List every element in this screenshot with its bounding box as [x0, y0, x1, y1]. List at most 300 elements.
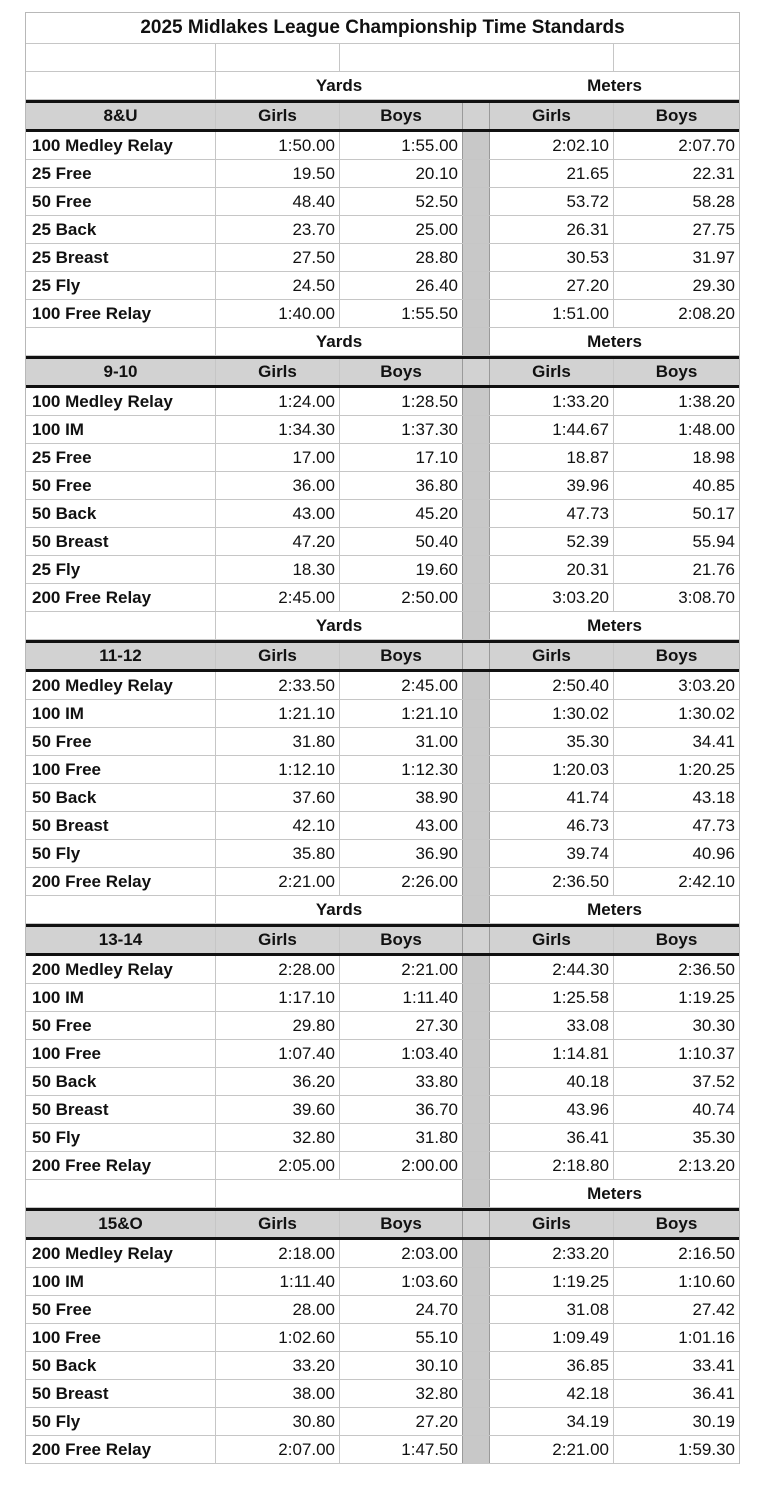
- event-name: 25 Breast: [26, 244, 216, 271]
- yards-boys-time: 38.90: [415, 787, 458, 807]
- meters-girls-time: 36.41: [490, 1124, 614, 1151]
- table-row: [26, 784, 739, 812]
- column-divider: [462, 672, 490, 699]
- yards-boys-time: 52.50: [415, 191, 458, 211]
- column-divider: [462, 1012, 490, 1039]
- yards-girls-time: 1:34.30: [216, 416, 340, 443]
- meters-girls-time: 52.39: [490, 528, 614, 555]
- yards-girls-time: 2:07.00: [216, 1436, 340, 1463]
- meters-boys-time: 27.42: [692, 1299, 735, 1319]
- column-divider: [462, 1240, 490, 1267]
- event-name: 50 Free: [26, 188, 216, 215]
- meters-boys-time: 34.41: [692, 731, 735, 751]
- meters-boys-time: 1:38.20: [678, 391, 735, 411]
- yards-boys-time: 1:11.40: [402, 987, 458, 1007]
- table-row: [26, 500, 739, 528]
- event-name: 100 IM: [26, 700, 216, 727]
- yards-boys-time: 31.80: [415, 1127, 458, 1147]
- meters-heading: Meters: [587, 899, 642, 919]
- event-name: 50 Breast: [26, 812, 216, 839]
- column-divider: [462, 1068, 490, 1095]
- age-group-label: 9-10: [26, 359, 216, 385]
- column-divider: [462, 103, 490, 129]
- empty-cell: [26, 72, 216, 99]
- yards-boys-heading: Boys: [380, 362, 422, 381]
- column-divider: [462, 244, 490, 271]
- meters-boys-time: 37.52: [692, 1071, 735, 1091]
- event-name: 50 Breast: [26, 528, 216, 555]
- table-row: [26, 1380, 739, 1408]
- meters-girls-time: 21.65: [490, 160, 614, 187]
- age-group-label: 11-12: [26, 643, 216, 669]
- event-name: 100 Free Relay: [26, 300, 216, 327]
- column-divider: [462, 812, 490, 839]
- yards-boys-time: 25.00: [415, 219, 458, 239]
- table-row: [26, 188, 739, 216]
- yards-girls-time: 29.80: [216, 1012, 340, 1039]
- meters-heading: Meters: [587, 331, 642, 351]
- meters-boys-time: 36.41: [692, 1383, 735, 1403]
- yards-girls-time: 1:50.00: [216, 132, 340, 159]
- event-name: 25 Fly: [26, 272, 216, 299]
- yards-girls-time: 28.00: [216, 1296, 340, 1323]
- table-row: [26, 528, 739, 556]
- column-divider: [462, 388, 490, 415]
- yards-heading: [216, 1180, 462, 1207]
- meters-girls-time: 43.96: [490, 1096, 614, 1123]
- meters-girls-time: 1:19.25: [490, 1268, 614, 1295]
- meters-girls-time: 47.73: [490, 500, 614, 527]
- meters-girls-time: 1:20.03: [490, 756, 614, 783]
- meters-boys-heading: Boys: [655, 646, 698, 665]
- table-row: [26, 1012, 739, 1040]
- yards-girls-time: 2:21.00: [216, 868, 340, 895]
- table-row: [26, 300, 739, 328]
- yards-heading: Yards: [315, 615, 363, 635]
- column-divider: [462, 444, 490, 471]
- yards-girls-heading: Girls: [216, 643, 340, 669]
- meters-girls-time: 2:36.50: [490, 868, 614, 895]
- event-name: 200 Medley Relay: [26, 1240, 216, 1267]
- meters-boys-heading: Boys: [655, 1214, 698, 1233]
- column-divider: [462, 1096, 490, 1123]
- table-row: [26, 1324, 739, 1352]
- yards-heading: Yards: [315, 331, 363, 351]
- meters-girls-time: 20.31: [490, 556, 614, 583]
- column-divider: [462, 1408, 490, 1435]
- meters-boys-time: 22.31: [692, 163, 735, 183]
- meters-girls-time: 1:09.49: [490, 1324, 614, 1351]
- yards-boys-time: 36.70: [415, 1099, 458, 1119]
- yards-girls-time: 24.50: [216, 272, 340, 299]
- column-divider: [462, 188, 490, 215]
- table-row: [26, 444, 739, 472]
- column-divider: [462, 984, 490, 1011]
- yards-boys-time: 1:55.50: [401, 303, 458, 323]
- yards-boys-time: 2:45.00: [401, 675, 458, 695]
- yards-heading: Yards: [315, 899, 363, 919]
- column-divider: [462, 416, 490, 443]
- meters-girls-time: 1:33.20: [490, 388, 614, 415]
- yards-boys-time: 2:50.00: [401, 587, 458, 607]
- event-name: 50 Back: [26, 784, 216, 811]
- meters-boys-time: 3:08.70: [678, 587, 735, 607]
- yards-girls-time: 17.00: [216, 444, 340, 471]
- yards-boys-time: 19.60: [415, 559, 458, 579]
- table-row: [26, 584, 739, 612]
- meters-girls-time: 3:03.20: [490, 584, 614, 611]
- meters-boys-time: 2:08.20: [678, 303, 735, 323]
- meters-girls-time: 1:44.67: [490, 416, 614, 443]
- yards-boys-time: 50.40: [415, 531, 458, 551]
- yards-boys-heading: Boys: [380, 930, 422, 949]
- age-group-label: 8&U: [26, 103, 216, 129]
- group-header-row: [26, 640, 739, 672]
- group-header-row: [26, 924, 739, 956]
- column-divider: [462, 272, 490, 299]
- event-name: 25 Free: [26, 160, 216, 187]
- event-name: 200 Free Relay: [26, 584, 216, 611]
- yards-boys-time: 36.90: [415, 843, 458, 863]
- column-divider: [462, 1436, 490, 1463]
- meters-girls-time: 39.96: [490, 472, 614, 499]
- column-divider: [462, 840, 490, 867]
- column-divider: [462, 1324, 490, 1351]
- event-name: 50 Free: [26, 1012, 216, 1039]
- event-name: 25 Back: [26, 216, 216, 243]
- meters-girls-time: 53.72: [490, 188, 614, 215]
- column-divider: [462, 756, 490, 783]
- yards-boys-time: 2:21.00: [401, 959, 458, 979]
- event-name: 50 Back: [26, 500, 216, 527]
- event-name: 50 Fly: [26, 1124, 216, 1151]
- group-header-row: [26, 356, 739, 388]
- table-row: [26, 1408, 739, 1436]
- meters-boys-time: 30.19: [692, 1411, 735, 1431]
- event-name: 25 Free: [26, 444, 216, 471]
- yards-girls-time: 43.00: [216, 500, 340, 527]
- empty-cell: [26, 612, 216, 639]
- yards-girls-time: 47.20: [216, 528, 340, 555]
- event-name: 100 Free: [26, 1040, 216, 1067]
- table-row: [26, 1268, 739, 1296]
- meters-girls-time: 41.74: [490, 784, 614, 811]
- meters-girls-heading: Girls: [490, 359, 614, 385]
- table-row: [26, 388, 739, 416]
- column-divider: [462, 1180, 490, 1207]
- group-header-row: [26, 100, 739, 132]
- yards-girls-time: 2:18.00: [216, 1240, 340, 1267]
- meters-girls-time: 2:21.00: [490, 1436, 614, 1463]
- yards-boys-time: 32.80: [415, 1383, 458, 1403]
- empty-cell: [26, 328, 216, 355]
- yards-boys-time: 1:28.50: [401, 391, 458, 411]
- meters-girls-time: 1:51.00: [490, 300, 614, 327]
- empty-cell: [26, 896, 216, 923]
- meters-girls-time: 1:14.81: [490, 1040, 614, 1067]
- table-row: [26, 1296, 739, 1324]
- yards-girls-time: 32.80: [216, 1124, 340, 1151]
- table-row: [26, 1436, 739, 1464]
- meters-boys-time: 2:07.70: [678, 135, 735, 155]
- table-row: [26, 1352, 739, 1380]
- column-divider: [462, 160, 490, 187]
- column-divider: [462, 1040, 490, 1067]
- meters-girls-time: 42.18: [490, 1380, 614, 1407]
- meters-girls-time: 2:50.40: [490, 672, 614, 699]
- yards-boys-time: 55.10: [415, 1327, 458, 1347]
- table-row: [26, 272, 739, 300]
- yards-boys-time: 17.10: [415, 447, 458, 467]
- table-row: [26, 216, 739, 244]
- yards-girls-time: 1:40.00: [216, 300, 340, 327]
- yards-girls-time: 33.20: [216, 1352, 340, 1379]
- event-name: 50 Breast: [26, 1096, 216, 1123]
- time-standards-table: [25, 12, 740, 1464]
- yards-girls-heading: Girls: [216, 103, 340, 129]
- table-row: [26, 840, 739, 868]
- table-row: [26, 1096, 739, 1124]
- event-name: 200 Medley Relay: [26, 956, 216, 983]
- column-divider: [462, 728, 490, 755]
- table-row: [26, 756, 739, 784]
- meters-boys-time: 1:20.25: [678, 759, 735, 779]
- table-title: 2025 Midlakes League Championship Time Standards: [26, 13, 739, 44]
- table-row: [26, 244, 739, 272]
- meters-boys-time: 2:42.10: [678, 871, 735, 891]
- yards-girls-time: 19.50: [216, 160, 340, 187]
- yards-girls-time: 30.80: [216, 1408, 340, 1435]
- meters-heading: Meters: [587, 615, 642, 635]
- column-divider: [462, 896, 490, 923]
- meters-heading: Meters: [587, 75, 642, 95]
- yards-boys-time: 1:03.40: [401, 1043, 458, 1063]
- column-divider: [462, 216, 490, 243]
- event-name: 100 IM: [26, 1268, 216, 1295]
- spacer-row: [26, 44, 739, 72]
- table-row: [26, 1124, 739, 1152]
- unit-row: [26, 72, 739, 100]
- yards-girls-time: 1:17.10: [216, 984, 340, 1011]
- column-divider: [462, 1380, 490, 1407]
- table-row: [26, 1068, 739, 1096]
- yards-girls-time: 36.20: [216, 1068, 340, 1095]
- yards-girls-time: 1:12.10: [216, 756, 340, 783]
- table-row: [26, 1240, 739, 1268]
- event-name: 50 Fly: [26, 1408, 216, 1435]
- yards-boys-time: 30.10: [415, 1355, 458, 1375]
- event-name: 100 Medley Relay: [26, 132, 216, 159]
- yards-girls-time: 27.50: [216, 244, 340, 271]
- meters-girls-heading: Girls: [490, 103, 614, 129]
- meters-boys-time: 30.30: [692, 1015, 735, 1035]
- meters-boys-time: 1:30.02: [678, 703, 735, 723]
- column-divider: [462, 784, 490, 811]
- yards-girls-time: 2:05.00: [216, 1152, 340, 1179]
- yards-girls-time: 1:07.40: [216, 1040, 340, 1067]
- column-divider: [462, 1352, 490, 1379]
- column-divider: [462, 1296, 490, 1323]
- column-divider: [462, 868, 490, 895]
- yards-boys-time: 1:47.50: [401, 1439, 458, 1459]
- meters-boys-time: 21.76: [692, 559, 735, 579]
- table-row: [26, 984, 739, 1012]
- unit-row: [26, 328, 739, 356]
- yards-boys-time: 2:03.00: [401, 1243, 458, 1263]
- yards-boys-time: 1:37.30: [401, 419, 458, 439]
- meters-boys-time: 55.94: [692, 531, 735, 551]
- meters-girls-heading: Girls: [490, 643, 614, 669]
- meters-boys-time: 1:10.37: [678, 1043, 735, 1063]
- yards-girls-time: 1:11.40: [216, 1268, 340, 1295]
- event-name: 100 IM: [26, 416, 216, 443]
- yards-heading: Yards: [315, 75, 363, 95]
- yards-boys-time: 2:26.00: [401, 871, 458, 891]
- meters-boys-time: 40.96: [692, 843, 735, 863]
- meters-girls-time: 2:02.10: [490, 132, 614, 159]
- meters-girls-time: 36.85: [490, 1352, 614, 1379]
- meters-girls-time: 34.19: [490, 1408, 614, 1435]
- age-group-label: 13-14: [26, 927, 216, 953]
- table-row: [26, 160, 739, 188]
- column-divider: [462, 528, 490, 555]
- event-name: 100 Free: [26, 756, 216, 783]
- meters-girls-time: 2:18.80: [490, 1152, 614, 1179]
- meters-girls-time: 2:33.20: [490, 1240, 614, 1267]
- yards-boys-time: 26.40: [415, 275, 458, 295]
- column-divider: [462, 1211, 490, 1237]
- meters-heading: Meters: [587, 1183, 642, 1203]
- event-name: 50 Free: [26, 728, 216, 755]
- column-divider: [462, 584, 490, 611]
- yards-girls-time: 2:28.00: [216, 956, 340, 983]
- yards-girls-heading: Girls: [216, 1211, 340, 1237]
- yards-girls-time: 1:21.10: [216, 700, 340, 727]
- column-divider: [462, 72, 490, 99]
- meters-girls-time: 26.31: [490, 216, 614, 243]
- meters-girls-time: 33.08: [490, 1012, 614, 1039]
- yards-girls-heading: Girls: [216, 359, 340, 385]
- column-divider: [462, 643, 490, 669]
- meters-boys-time: 1:19.25: [678, 987, 735, 1007]
- meters-boys-time: 3:03.20: [678, 675, 735, 695]
- yards-boys-time: 20.10: [415, 163, 458, 183]
- column-divider: [462, 1152, 490, 1179]
- meters-girls-time: 39.74: [490, 840, 614, 867]
- yards-boys-time: 27.20: [415, 1411, 458, 1431]
- age-groups: [26, 72, 739, 1464]
- meters-boys-heading: Boys: [655, 362, 698, 381]
- yards-boys-time: 45.20: [415, 503, 458, 523]
- yards-boys-time: 36.80: [415, 475, 458, 495]
- table-row: [26, 956, 739, 984]
- meters-girls-time: 18.87: [490, 444, 614, 471]
- meters-boys-time: 58.28: [692, 191, 735, 211]
- meters-girls-time: 1:30.02: [490, 700, 614, 727]
- table-row: [26, 1040, 739, 1068]
- meters-boys-time: 50.17: [692, 503, 735, 523]
- yards-girls-heading: Girls: [216, 927, 340, 953]
- meters-girls-time: 30.53: [490, 244, 614, 271]
- yards-boys-time: 31.00: [415, 731, 458, 751]
- yards-girls-time: 31.80: [216, 728, 340, 755]
- meters-boys-time: 43.18: [692, 787, 735, 807]
- event-name: 200 Medley Relay: [26, 672, 216, 699]
- yards-girls-time: 23.70: [216, 216, 340, 243]
- meters-boys-heading: Boys: [655, 930, 698, 949]
- column-divider: [462, 500, 490, 527]
- meters-girls-time: 2:44.30: [490, 956, 614, 983]
- yards-boys-time: 1:03.60: [401, 1271, 458, 1291]
- yards-girls-time: 35.80: [216, 840, 340, 867]
- table-row: [26, 416, 739, 444]
- event-name: 100 IM: [26, 984, 216, 1011]
- yards-boys-time: 1:12.30: [401, 759, 458, 779]
- column-divider: [462, 612, 490, 639]
- column-divider: [462, 927, 490, 953]
- yards-boys-time: 43.00: [415, 815, 458, 835]
- yards-boys-time: 28.80: [415, 247, 458, 267]
- unit-row: [26, 612, 739, 640]
- column-divider: [462, 132, 490, 159]
- yards-girls-time: 18.30: [216, 556, 340, 583]
- meters-boys-time: 29.30: [692, 275, 735, 295]
- yards-girls-time: 37.60: [216, 784, 340, 811]
- table-row: [26, 728, 739, 756]
- table-row: [26, 556, 739, 584]
- table-row: [26, 812, 739, 840]
- meters-boys-time: 2:13.20: [678, 1155, 735, 1175]
- yards-boys-time: 1:21.10: [401, 703, 458, 723]
- meters-boys-time: 2:16.50: [678, 1243, 735, 1263]
- meters-boys-time: 35.30: [692, 1127, 735, 1147]
- unit-row: [26, 896, 739, 924]
- yards-girls-time: 39.60: [216, 1096, 340, 1123]
- yards-girls-time: 38.00: [216, 1380, 340, 1407]
- event-name: 50 Free: [26, 1296, 216, 1323]
- meters-boys-time: 1:01.16: [678, 1327, 735, 1347]
- meters-boys-time: 1:10.60: [678, 1271, 735, 1291]
- meters-boys-time: 18.98: [692, 447, 735, 467]
- yards-girls-time: 1:02.60: [216, 1324, 340, 1351]
- yards-boys-time: 1:55.00: [401, 135, 458, 155]
- group-header-row: [26, 1208, 739, 1240]
- yards-girls-time: 48.40: [216, 188, 340, 215]
- table-row: [26, 672, 739, 700]
- meters-boys-time: 2:36.50: [678, 959, 735, 979]
- event-name: 50 Fly: [26, 840, 216, 867]
- unit-row: [26, 1180, 739, 1208]
- yards-girls-time: 36.00: [216, 472, 340, 499]
- column-divider: [462, 328, 490, 355]
- column-divider: [462, 359, 490, 385]
- column-divider: [462, 1124, 490, 1151]
- meters-girls-time: 31.08: [490, 1296, 614, 1323]
- meters-girls-time: 1:25.58: [490, 984, 614, 1011]
- event-name: 50 Back: [26, 1068, 216, 1095]
- yards-boys-time: 24.70: [415, 1299, 458, 1319]
- meters-boys-time: 31.97: [692, 247, 735, 267]
- meters-boys-time: 33.41: [692, 1355, 735, 1375]
- yards-boys-heading: Boys: [380, 106, 422, 125]
- event-name: 100 Free: [26, 1324, 216, 1351]
- meters-girls-time: 40.18: [490, 1068, 614, 1095]
- yards-girls-time: 2:33.50: [216, 672, 340, 699]
- meters-girls-time: 46.73: [490, 812, 614, 839]
- table-row: [26, 472, 739, 500]
- meters-boys-heading: Boys: [655, 106, 698, 125]
- yards-girls-time: 1:24.00: [216, 388, 340, 415]
